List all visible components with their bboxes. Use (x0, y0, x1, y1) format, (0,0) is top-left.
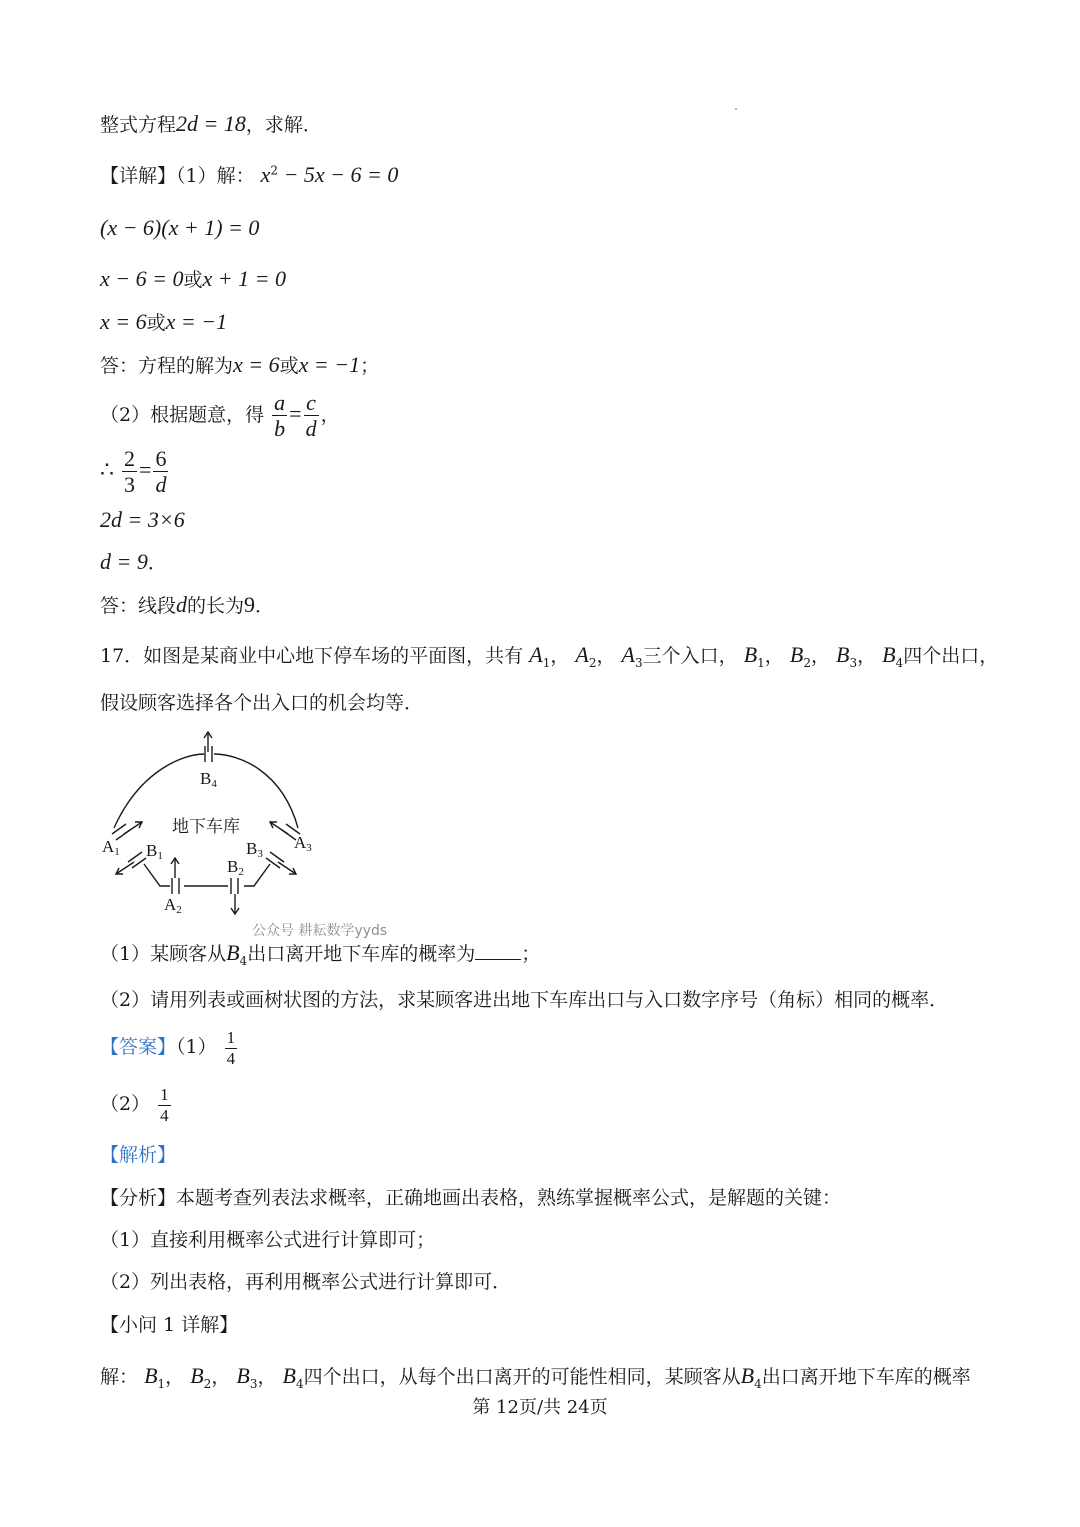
variable: A (575, 642, 589, 667)
number: 9 (244, 592, 256, 617)
text: ， (550, 645, 570, 667)
equation: − 5x − 6 = 0 (278, 162, 399, 187)
fraction-a-b (272, 390, 287, 442)
variable: d (176, 592, 188, 617)
variable: A (621, 642, 635, 667)
answer-line-1 (100, 354, 379, 376)
subscript: 4 (295, 1376, 304, 1391)
text: （1） (176, 1036, 217, 1059)
answer-block-1 (100, 1028, 239, 1068)
variable: B (836, 642, 850, 667)
subscript: 2 (203, 1376, 212, 1391)
ratio-line (100, 390, 340, 442)
equation: x = 6 (100, 309, 147, 334)
text: 【小问 1 详解】 (100, 1314, 239, 1336)
subscript: 3 (635, 655, 643, 670)
denominator: 4 (226, 1048, 236, 1068)
denominator: 3 (124, 472, 136, 498)
variable: B (226, 940, 240, 965)
text: （2）请用列表或画树状图的方法，求某顾客进出地下车库出口与入口数字序号（角标）相同的概率． (100, 989, 949, 1011)
text: （2）根据题意，得 (100, 403, 265, 426)
text: ， (211, 1366, 231, 1388)
page-footer: 第 12页/共 24页 (472, 1397, 608, 1418)
therefore-symbol: ∴ (100, 456, 114, 482)
text: ，求解． (245, 114, 322, 136)
equation: (x − 6)(x + 1) = 0 (100, 215, 260, 240)
subscript: 1 (157, 1376, 166, 1391)
text: ， (320, 403, 340, 426)
subscript: 1 (542, 655, 551, 670)
equation: x = −1 (298, 352, 361, 377)
analysis-header (100, 1146, 176, 1165)
answer-block-2 (100, 1085, 173, 1125)
subscript: 4 (239, 953, 248, 968)
text: 的长为 (187, 595, 245, 617)
text: 或 (183, 269, 203, 291)
detail-line (100, 164, 398, 186)
gate-a1 (112, 824, 126, 834)
fraction-2-3 (122, 446, 137, 498)
variable: B (144, 1363, 158, 1388)
equation: x = −1 (165, 309, 228, 334)
equation: x − 6 = 0 (100, 266, 184, 291)
exponent: 2 (270, 163, 279, 178)
equation-line-3 (100, 217, 259, 239)
text: （2）列出表格，再利用概率公式进行计算即可． (100, 1271, 512, 1293)
text: ， (810, 645, 830, 667)
lower-right-wall (244, 864, 270, 886)
label-b3: B3 (246, 839, 263, 860)
subscript: 1 (757, 655, 765, 670)
text: ， (257, 1366, 277, 1388)
variable: B (743, 642, 758, 667)
text: 或 (279, 355, 299, 377)
text: 四个出口，从每个出口离开的可能性相同，某顾客从 (303, 1366, 741, 1388)
text: ． (255, 595, 275, 617)
equation-line-9 (100, 509, 185, 531)
solution-line (100, 1365, 971, 1390)
denominator: d (305, 416, 317, 442)
gate-b3 (270, 852, 284, 862)
garage-label: 地下车库 (172, 817, 240, 836)
text: ， (764, 645, 784, 667)
variable: B (789, 642, 804, 667)
analysis-tag: 【解析】 (100, 1144, 177, 1166)
fraction-one-quarter (225, 1028, 238, 1068)
text: 整式方程 (100, 114, 177, 136)
lower-left-wall (144, 864, 170, 886)
fraction-c-d (304, 390, 319, 442)
text: ； (360, 355, 380, 377)
equation: 2d = 18 (176, 111, 246, 136)
text: （1）某顾客从 (100, 943, 227, 965)
equation: 2d = 3×6 (100, 507, 185, 532)
label-b4: B4 (200, 769, 217, 790)
question-17-line-1 (100, 644, 998, 669)
text: ， (165, 1366, 185, 1388)
equation-var: x (260, 162, 271, 187)
label-a1: A1 (102, 837, 120, 858)
equation: x + 1 = 0 (202, 266, 286, 291)
text: 三个入口， (642, 645, 738, 667)
text: 解： (100, 1366, 139, 1388)
numerator: 1 (226, 1028, 236, 1047)
speck (735, 108, 737, 110)
text: 出口离开地下车库的概率 (761, 1366, 971, 1388)
numerator: 1 (160, 1085, 169, 1104)
numerator: c (304, 390, 319, 416)
text: 答：方程的解为 (100, 355, 234, 377)
fenxi-tag: 【分析】 (100, 1187, 177, 1209)
parking-garage-diagram (100, 728, 320, 918)
answer-tag: 【答案】 (100, 1036, 177, 1059)
text: （1）解： (176, 165, 255, 187)
text: 假设顾客选择各个出入口的机会均等． (100, 692, 424, 714)
variable: A (529, 642, 543, 667)
watermark: 公众号 耕耘数学yyds (252, 923, 388, 939)
subscript: 4 (754, 1376, 762, 1391)
text-line-1 (100, 113, 322, 135)
denominator: d (155, 472, 167, 498)
variable: B (236, 1363, 250, 1388)
text: 答：线段 (100, 595, 177, 617)
subscript: 2 (588, 655, 597, 670)
equation: x = 6 (233, 352, 280, 377)
subscript: 4 (895, 655, 904, 670)
answer-blank (475, 941, 521, 960)
text: （2） (100, 1093, 151, 1116)
label-a3: A3 (294, 833, 312, 854)
text: 四个出口， (903, 645, 999, 667)
text: ． (147, 552, 167, 574)
text: （1）直接利用概率公式进行计算即可； (100, 1229, 436, 1251)
text: ； (521, 943, 541, 965)
fraction-one-quarter (158, 1085, 171, 1125)
equation-line-10 (100, 551, 167, 573)
numerator: 2 (124, 446, 136, 471)
text: 或 (146, 312, 166, 334)
variable: B (740, 1363, 755, 1388)
text: 出口离开地下车库的概率为 (247, 943, 476, 965)
fenxi-line (100, 1189, 841, 1208)
text: ， (596, 645, 616, 667)
sub-question-detail-header (100, 1316, 238, 1335)
fenxi-item-1 (100, 1231, 435, 1250)
variable: B (282, 1363, 296, 1388)
subscript: 3 (249, 1376, 258, 1391)
equation-line-4 (100, 268, 286, 290)
sub-question-2 (100, 991, 948, 1010)
label-b2: B2 (227, 857, 244, 878)
equals: = (289, 400, 302, 426)
denominator: 4 (160, 1105, 169, 1125)
text: 本题考查列表法求概率，正确地画出表格，熟练掌握概率公式，是解题的关键： (176, 1187, 842, 1209)
question-17-line-2 (100, 694, 423, 713)
text: ， (857, 645, 877, 667)
therefore-line (100, 446, 170, 498)
equation-line-5 (100, 311, 227, 333)
subscript: 2 (803, 655, 811, 670)
label-a2: A2 (164, 895, 182, 916)
denominator: b (274, 416, 286, 442)
numerator: a (274, 390, 286, 415)
equals: = (139, 456, 152, 482)
fraction-6-d (153, 446, 168, 498)
gate-b1 (132, 858, 146, 868)
numerator: 6 (155, 446, 167, 471)
subscript: 3 (849, 655, 858, 670)
equation: d = 9 (100, 549, 148, 574)
gate-b1 (128, 852, 142, 862)
answer-line-2 (100, 594, 274, 616)
sub-question-1 (100, 941, 540, 967)
text: 17．如图是某商业中心地下停车场的平面图，共有 (100, 645, 524, 667)
label-b1: B1 (146, 841, 163, 862)
variable: B (882, 642, 896, 667)
fenxi-item-2 (100, 1273, 511, 1292)
detail-tag: 【详解】 (100, 165, 177, 187)
variable: B (190, 1363, 204, 1388)
